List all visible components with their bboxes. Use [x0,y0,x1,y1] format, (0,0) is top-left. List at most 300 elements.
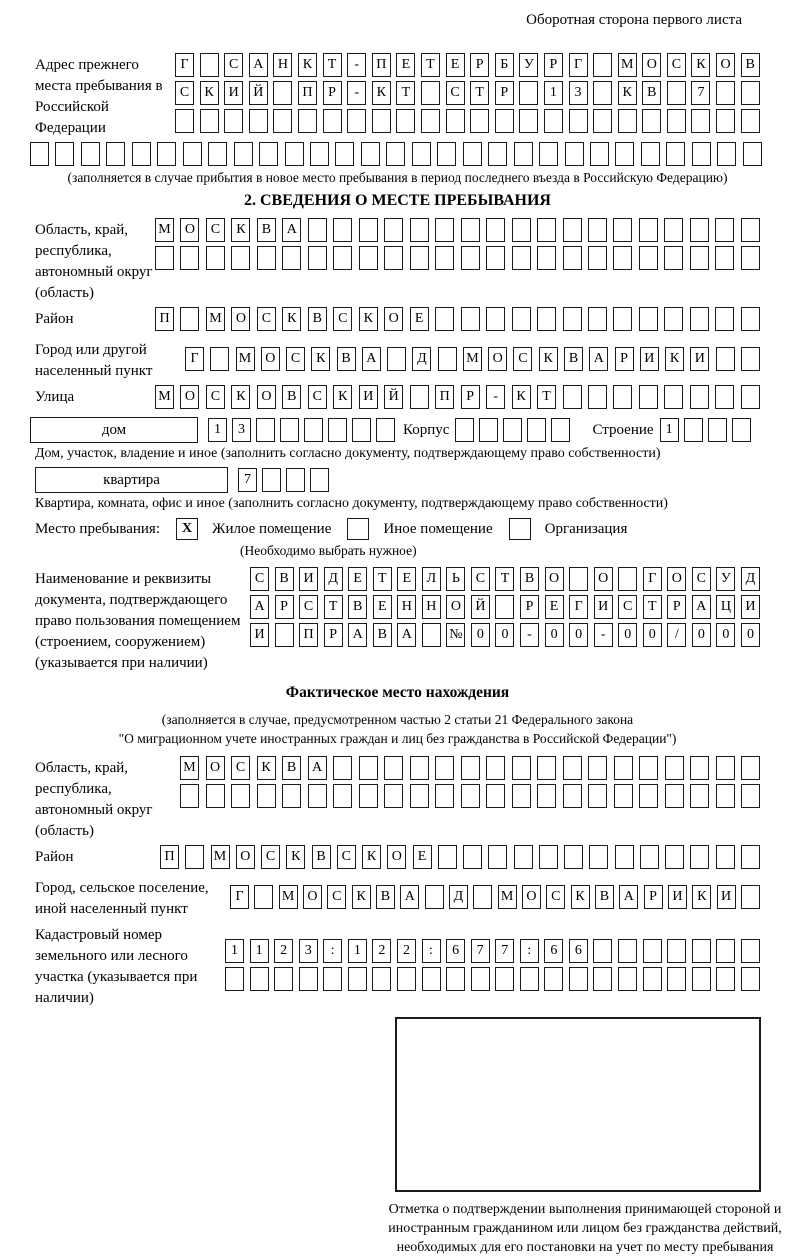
char-box[interactable] [463,142,482,166]
char-box[interactable]: О [303,885,322,909]
char-box[interactable]: 0 [569,623,588,647]
char-box[interactable] [563,246,582,270]
char-box[interactable] [665,784,684,808]
char-box[interactable]: О [594,567,613,591]
char-box[interactable]: Т [323,53,342,77]
char-box[interactable]: : [422,939,441,963]
char-box[interactable] [588,218,607,242]
char-box[interactable]: К [665,347,684,371]
char-box[interactable] [231,246,250,270]
char-box[interactable] [643,939,662,963]
char-box[interactable]: С [513,347,532,371]
char-box[interactable] [387,347,406,371]
char-box[interactable]: Р [520,595,539,619]
char-box[interactable] [588,307,607,331]
char-box[interactable] [352,418,371,442]
char-box[interactable] [421,109,440,133]
char-box[interactable] [155,246,174,270]
char-box[interactable] [446,109,465,133]
char-box[interactable]: 1 [660,418,679,442]
char-box[interactable]: В [282,756,301,780]
char-box[interactable]: И [594,595,613,619]
char-box[interactable] [310,142,329,166]
char-box[interactable]: Д [741,567,760,591]
char-box[interactable] [359,784,378,808]
char-box[interactable]: К [571,885,590,909]
char-box[interactable] [537,246,556,270]
char-box[interactable] [273,81,292,105]
char-box[interactable] [333,218,352,242]
char-box[interactable]: Е [410,307,429,331]
char-box[interactable] [639,385,658,409]
char-box[interactable]: И [690,347,709,371]
char-box[interactable] [539,142,558,166]
char-box[interactable] [435,218,454,242]
char-box[interactable]: С [257,307,276,331]
char-box[interactable] [512,307,531,331]
char-box[interactable]: В [741,53,760,77]
char-box[interactable]: Р [544,53,563,77]
char-box[interactable]: М [498,885,517,909]
char-box[interactable]: : [520,939,539,963]
char-box[interactable]: Н [422,595,441,619]
char-box[interactable] [691,109,710,133]
char-box[interactable]: 1 [348,939,367,963]
char-box[interactable]: К [311,347,330,371]
char-box[interactable] [461,756,480,780]
char-box[interactable] [593,53,612,77]
char-box[interactable] [106,142,125,166]
char-box[interactable] [206,246,225,270]
char-box[interactable]: К [298,53,317,77]
char-box[interactable] [716,967,735,991]
char-box[interactable] [593,967,612,991]
char-box[interactable]: М [279,885,298,909]
char-box[interactable] [715,218,734,242]
char-box[interactable] [256,418,275,442]
char-box[interactable]: 1 [250,939,269,963]
char-box[interactable] [372,109,391,133]
char-box[interactable] [618,567,637,591]
char-box[interactable] [564,845,583,869]
char-box[interactable] [157,142,176,166]
char-box[interactable]: 0 [545,623,564,647]
char-box[interactable] [741,246,760,270]
char-box[interactable] [486,218,505,242]
char-box[interactable] [410,784,429,808]
char-box[interactable] [421,81,440,105]
char-box[interactable]: Е [348,567,367,591]
char-box[interactable] [333,756,352,780]
char-box[interactable] [708,418,727,442]
char-box[interactable] [640,845,659,869]
char-box[interactable] [664,307,683,331]
char-box[interactable]: П [160,845,179,869]
char-box[interactable] [715,307,734,331]
char-box[interactable]: М [211,845,230,869]
char-box[interactable] [551,418,570,442]
char-box[interactable] [741,939,760,963]
char-box[interactable]: В [564,347,583,371]
char-box[interactable]: С [546,885,565,909]
char-box[interactable] [593,109,612,133]
char-box[interactable]: А [589,347,608,371]
char-box[interactable]: Р [495,81,514,105]
char-box[interactable] [618,939,637,963]
char-box[interactable] [741,307,760,331]
char-box[interactable] [30,142,49,166]
char-box[interactable] [512,784,531,808]
char-box[interactable]: С [206,385,225,409]
char-box[interactable]: О [180,218,199,242]
char-box[interactable]: 0 [716,623,735,647]
char-box[interactable]: У [519,53,538,77]
char-box[interactable]: К [691,53,710,77]
char-box[interactable]: 7 [495,939,514,963]
char-box[interactable]: Г [175,53,194,77]
char-box[interactable]: 6 [544,939,563,963]
char-box[interactable]: О [236,845,255,869]
char-box[interactable] [438,347,457,371]
char-box[interactable] [741,967,760,991]
char-box[interactable] [741,756,760,780]
char-box[interactable] [384,218,403,242]
char-box[interactable]: 0 [618,623,637,647]
char-box[interactable] [569,967,588,991]
char-box[interactable]: В [308,307,327,331]
char-box[interactable]: О [446,595,465,619]
char-box[interactable] [463,845,482,869]
char-box[interactable] [615,845,634,869]
char-box[interactable]: С [337,845,356,869]
char-box[interactable]: Е [545,595,564,619]
char-box[interactable] [690,246,709,270]
char-box[interactable] [544,109,563,133]
char-box[interactable]: С [206,218,225,242]
char-box[interactable]: С [231,756,250,780]
char-box[interactable] [732,418,751,442]
char-box[interactable] [614,784,633,808]
char-box[interactable] [537,307,556,331]
char-box[interactable]: К [257,756,276,780]
char-box[interactable]: А [308,756,327,780]
char-box[interactable]: М [618,53,637,77]
char-box[interactable] [323,967,342,991]
char-box[interactable]: Т [537,385,556,409]
char-box[interactable]: К [200,81,219,105]
char-box[interactable] [208,142,227,166]
char-box[interactable]: Г [569,595,588,619]
char-box[interactable] [537,784,556,808]
char-box[interactable]: Й [471,595,490,619]
char-box[interactable] [333,784,352,808]
char-box[interactable] [259,142,278,166]
char-box[interactable]: - [347,53,366,77]
char-box[interactable] [569,109,588,133]
char-box[interactable] [512,246,531,270]
char-box[interactable]: Р [667,595,686,619]
char-box[interactable] [310,468,329,492]
char-box[interactable] [741,385,760,409]
char-box[interactable]: О [261,347,280,371]
char-box[interactable]: Р [461,385,480,409]
char-box[interactable]: 0 [471,623,490,647]
char-box[interactable]: С [250,567,269,591]
char-box[interactable]: В [595,885,614,909]
char-box[interactable] [308,784,327,808]
char-box[interactable]: Г [569,53,588,77]
char-box[interactable] [286,468,305,492]
char-box[interactable]: В [257,218,276,242]
char-box[interactable]: - [594,623,613,647]
char-box[interactable]: Б [495,53,514,77]
char-box[interactable] [185,845,204,869]
char-box[interactable] [308,218,327,242]
char-box[interactable]: О [206,756,225,780]
char-box[interactable] [206,784,225,808]
char-box[interactable] [410,246,429,270]
char-box[interactable] [690,385,709,409]
char-box[interactable] [435,756,454,780]
char-box[interactable] [180,784,199,808]
char-box[interactable] [618,967,637,991]
char-box[interactable]: И [668,885,687,909]
char-box[interactable]: И [741,595,760,619]
char-box[interactable]: 7 [691,81,710,105]
char-box[interactable] [486,246,505,270]
char-box[interactable] [613,307,632,331]
char-box[interactable] [537,756,556,780]
char-box[interactable] [285,142,304,166]
char-box[interactable]: 0 [495,623,514,647]
char-box[interactable] [563,756,582,780]
char-box[interactable]: Р [615,347,634,371]
char-box[interactable] [461,246,480,270]
char-box[interactable] [234,142,253,166]
char-box[interactable] [741,81,760,105]
char-box[interactable] [348,967,367,991]
char-box[interactable]: Т [495,567,514,591]
char-box[interactable] [435,784,454,808]
char-box[interactable]: И [250,623,269,647]
char-box[interactable] [743,142,762,166]
char-box[interactable]: К [618,81,637,105]
char-box[interactable]: А [282,218,301,242]
char-box[interactable] [455,418,474,442]
char-box[interactable] [495,109,514,133]
char-box[interactable] [639,246,658,270]
char-box[interactable]: Е [413,845,432,869]
char-box[interactable]: К [362,845,381,869]
char-box[interactable] [210,347,229,371]
char-box[interactable] [347,109,366,133]
char-box[interactable] [333,246,352,270]
char-box[interactable]: В [337,347,356,371]
char-box[interactable]: Р [470,53,489,77]
char-box[interactable]: Г [230,885,249,909]
char-box[interactable]: С [446,81,465,105]
char-box[interactable]: К [352,885,371,909]
char-box[interactable]: С [692,567,711,591]
char-box[interactable]: С [286,347,305,371]
char-box[interactable] [359,246,378,270]
char-box[interactable] [593,939,612,963]
char-box[interactable]: С [618,595,637,619]
char-box[interactable]: 3 [569,81,588,105]
char-box[interactable] [361,142,380,166]
char-box[interactable] [200,53,219,77]
char-box[interactable] [643,967,662,991]
char-box[interactable]: П [435,385,454,409]
checkbox-organizatsiya[interactable] [509,518,531,540]
char-box[interactable] [641,142,660,166]
char-box[interactable] [741,845,760,869]
char-box[interactable]: В [275,567,294,591]
char-box[interactable] [488,142,507,166]
char-box[interactable] [470,109,489,133]
char-box[interactable] [280,418,299,442]
char-box[interactable]: О [231,307,250,331]
char-box[interactable] [180,307,199,331]
char-box[interactable]: А [348,623,367,647]
char-box[interactable] [666,142,685,166]
char-box[interactable]: 1 [208,418,227,442]
char-box[interactable] [397,967,416,991]
char-box[interactable]: М [463,347,482,371]
char-box[interactable]: М [236,347,255,371]
char-box[interactable]: Д [324,567,343,591]
char-box[interactable] [273,109,292,133]
char-box[interactable]: О [642,53,661,77]
char-box[interactable] [613,385,632,409]
char-box[interactable] [618,109,637,133]
char-box[interactable]: А [249,53,268,77]
char-box[interactable] [741,109,760,133]
char-box[interactable]: О [384,307,403,331]
char-box[interactable] [690,756,709,780]
char-box[interactable]: Р [323,81,342,105]
char-box[interactable] [639,756,658,780]
char-box[interactable] [461,218,480,242]
char-box[interactable] [741,347,760,371]
char-box[interactable]: М [155,218,174,242]
char-box[interactable]: Й [384,385,403,409]
char-box[interactable] [716,784,735,808]
char-box[interactable] [614,756,633,780]
char-box[interactable]: Г [185,347,204,371]
char-box[interactable]: В [642,81,661,105]
char-box[interactable] [613,246,632,270]
char-box[interactable] [539,845,558,869]
char-box[interactable]: Л [422,567,441,591]
char-box[interactable] [323,109,342,133]
char-box[interactable]: С [308,385,327,409]
char-box[interactable]: 0 [692,623,711,647]
char-box[interactable]: - [520,623,539,647]
char-box[interactable] [81,142,100,166]
char-box[interactable] [664,218,683,242]
char-box[interactable]: О [522,885,541,909]
char-box[interactable]: Е [397,567,416,591]
char-box[interactable]: В [312,845,331,869]
char-box[interactable]: Т [643,595,662,619]
char-box[interactable]: Р [275,595,294,619]
char-box[interactable] [359,218,378,242]
char-box[interactable]: А [692,595,711,619]
char-box[interactable] [495,595,514,619]
char-box[interactable]: А [397,623,416,647]
char-box[interactable] [384,246,403,270]
char-box[interactable] [257,784,276,808]
char-box[interactable]: Т [324,595,343,619]
char-box[interactable]: К [512,385,531,409]
char-box[interactable]: Г [643,567,662,591]
char-box[interactable] [422,623,441,647]
char-box[interactable]: М [180,756,199,780]
char-box[interactable] [488,845,507,869]
char-box[interactable]: 3 [299,939,318,963]
char-box[interactable]: П [372,53,391,77]
char-box[interactable] [664,385,683,409]
char-box[interactable] [716,81,735,105]
char-box[interactable] [527,418,546,442]
char-box[interactable] [200,109,219,133]
char-box[interactable]: 1 [544,81,563,105]
char-box[interactable] [520,967,539,991]
char-box[interactable] [563,218,582,242]
char-box[interactable] [250,967,269,991]
char-box[interactable] [225,967,244,991]
char-box[interactable] [590,142,609,166]
char-box[interactable] [716,939,735,963]
char-box[interactable] [717,142,736,166]
char-box[interactable] [690,845,709,869]
char-box[interactable] [667,109,686,133]
char-box[interactable]: : [323,939,342,963]
char-box[interactable]: П [155,307,174,331]
char-box[interactable] [396,109,415,133]
char-box[interactable]: К [286,845,305,869]
char-box[interactable] [741,218,760,242]
char-box[interactable] [593,81,612,105]
char-box[interactable]: О [667,567,686,591]
char-box[interactable] [372,967,391,991]
char-box[interactable]: П [299,623,318,647]
char-box[interactable] [298,109,317,133]
char-box[interactable] [690,784,709,808]
char-box[interactable]: Ц [716,595,735,619]
char-box[interactable]: 2 [397,939,416,963]
char-box[interactable] [471,967,490,991]
char-box[interactable]: К [539,347,558,371]
char-box[interactable]: М [206,307,225,331]
char-box[interactable]: 7 [471,939,490,963]
char-box[interactable]: М [155,385,174,409]
char-box[interactable]: К [372,81,391,105]
char-box[interactable] [741,885,760,909]
char-box[interactable] [438,845,457,869]
char-box[interactable] [304,418,323,442]
char-box[interactable]: И [224,81,243,105]
char-box[interactable] [715,385,734,409]
char-box[interactable]: 2 [372,939,391,963]
char-box[interactable] [495,967,514,991]
char-box[interactable] [639,307,658,331]
char-box[interactable] [715,246,734,270]
checkbox-zhiloe-pomeshchenie[interactable]: X [176,518,198,540]
char-box[interactable] [537,218,556,242]
char-box[interactable]: С [667,53,686,77]
